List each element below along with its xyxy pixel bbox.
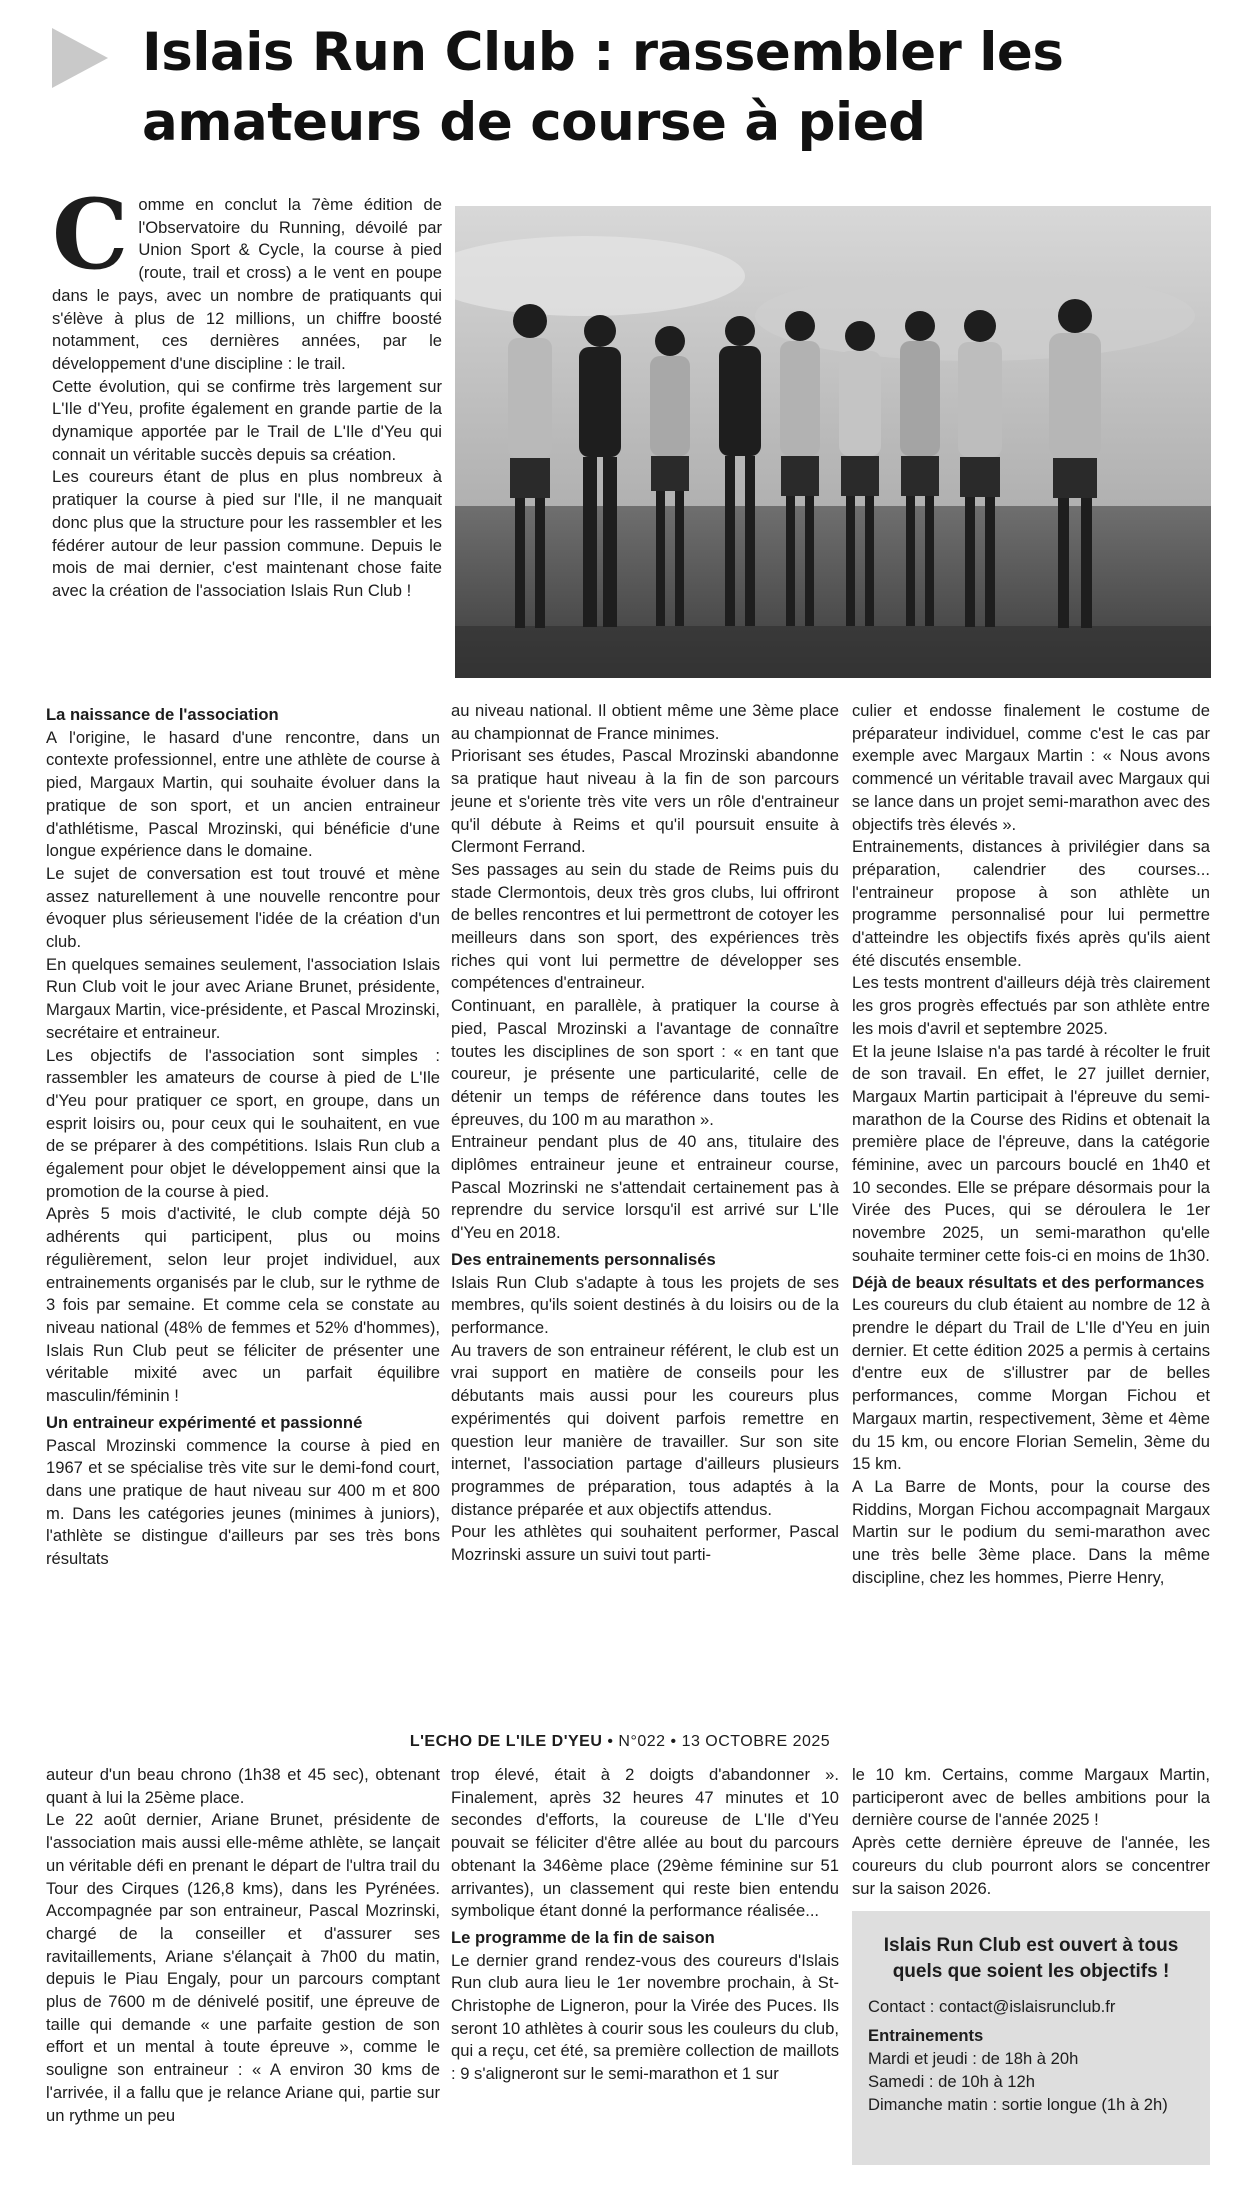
schedule-line-2: Samedi : de 10h à 12h [868, 2072, 1035, 2091]
column-3 [852, 700, 1210, 1589]
paragraph: Le sujet de conversation est tout trouvé et mène assez naturellement à une nouvelle rencontre pour évoquer plus sérieusement l'idée de la création d'un club. [46, 863, 440, 952]
paragraph: Au travers de son entraineur référent, le club est un vrai support en matière de conseils pour les débutants mais aussi pour les coureurs plus expérimentés qui doivent parfois remettre en question leur manière de travailler. Sur son site internet, l'association partage d'ailleurs plusieurs programmes de préparation, tous adaptés à la distance préparée et aux objectifs attendus. [451, 1340, 839, 1519]
page2-column-2 [451, 1764, 839, 2086]
section-heading: La naissance de l'association [46, 705, 279, 724]
contact-line: Contact : contact@islaisrunclub.fr [868, 1997, 1116, 2016]
paragraph: Pascal Mrozinski commence la course à pied en 1967 et se spécialise très vite sur le demi-fond court, dans une pratique de haut niveau sur 400 m et 800 m. Dans les catégories jeunes (minimes à juniors), l'athlète se distingue d'ailleurs par ses très bons résultats [46, 1435, 440, 1569]
info-box-title: Islais Run Club est ouvert à tous quels que soient les objectifs ! [883, 1935, 1179, 1982]
paragraph: Les coureurs du club étaient au nombre de 12 à prendre le départ du Trail de L'Ile d'Yeu en juin dernier. Et cette édition 2025 a permis à certains d'entre eux de s'illustrer par de belles performances, comme Morgan Fichou et Margaux martin, respectivement, 3ème et 4ème du 15 km, ou encore Florian Semelin, 3ème du 15 km. [852, 1295, 1210, 1474]
section-heading: Un entraineur expérimenté et passionné [46, 1412, 363, 1432]
paragraph: Le dernier grand rendez-vous des coureurs d'Islais Run club aura lieu le 1er novembre prochain, à St-Christophe de Ligneron, pour la Virée des Puces. Ils seront 10 athlètes à courir sous les couleurs du club, qui a reçu, cet été, sa première collection de maillots : 9 s'aligneront sur le semi-marathon et 1 sur [451, 1950, 839, 2084]
page-footer: L'ECHO DE L'ILE D'YEU • N°022 • 13 OCTOBRE 2025 [409, 1733, 831, 1750]
paragraph: omme en conclut la 7ème édition de l'Observatoire du Running, dévoilé par Union Sport & Cycle, la course à pied (route, trail et cross) a le vent en poupe dans le pays, avec un nombre de pratiquants qui s'élève à plus de 12 millions, un chiffre boosté notamment, ces dernières années, par le développement d'une discipline : le trail. [52, 195, 442, 373]
schedule-line-3: Dimanche matin : sortie longue (1h à 2h) [868, 2095, 1168, 2114]
section-heading: Déjà de beaux résultats et des performances [852, 1272, 1205, 1292]
paragraph: Après 5 mois d'activité, le club compte déjà 50 adhérents qui participent, plus ou moins régulièrement, selon leur projet individuel, aux entrainements organisés par le club, sur le rythme de 3 fois par semaine. Et comme cela se constate au niveau national (48% de femmes et 52% d'hommes), Islais Run Club peut se féliciter de présenter une véritable mixité avec un parfait équilibre masculin/féminin ! [46, 1204, 440, 1406]
section-heading: Le programme de la fin de saison [451, 1927, 715, 1947]
column-1 [46, 700, 440, 1571]
paragraph: Les tests montrent d'ailleurs déjà très clairement les gros progrès effectués par son athlète entre les mois d'avril et septembre 2025. [852, 973, 1210, 1038]
paragraph: Entrainements, distances à privilégier dans sa préparation, calendrier des courses... l'entraineur propose à son athlète un programme personnalisé pour lui permettre d'atteindre les objectifs fixés après qu'ils aient été discutés ensemble. [852, 837, 1210, 970]
paragraph: Pour les athlètes qui souhaitent performer, Pascal Mozrinski assure un suivi tout parti- [451, 1522, 839, 1565]
page2-column-1 [46, 1764, 440, 2127]
paragraph: En quelques semaines seulement, l'association Islais Run Club voit le jour avec Ariane Brunet, présidente, Margaux Martin, vice-présidente, et Pascal Mrozinski, secrétaire et entraineur. [46, 954, 440, 1042]
paragraph: Continuant, en parallèle, à pratiquer la course à pied, Pascal Mrozinski a l'avantage de connaître toutes les disciplines de son sport : « en tant que coureur, je présente une particularité, celle de détenir un temps de référence dans toutes les épreuves, du 100 m au marathon ». [451, 996, 839, 1129]
paragraph: Après cette dernière épreuve de l'année, les coureurs du club pourront alors se concentrer sur la saison 2026. [852, 1833, 1210, 1898]
runners-group-photo [455, 206, 1211, 678]
intro-column [52, 178, 442, 603]
paragraph: le 10 km. Certains, comme Margaux Martin, participeront avec de belles ambitions pour la dernière course de l'année 2025 ! [852, 1765, 1210, 1830]
paragraph: Islais Run Club s'adapte à tous les projets de ses membres, qu'ils soient destinés à du loisirs ou de la performance. [451, 1272, 839, 1337]
club-info-box [852, 1911, 1210, 2165]
paragraph: Le 22 août dernier, Ariane Brunet, présidente de l'association mais aussi elle-même athlète, se lançait un véritable défi en prenant le départ de l'ultra trail du Tour des Cirques (126,8 kms), dans les Pyrénées. Accompagnée par son entraineur, Pascal Mozrinski, chargé de la conseiller et d'assurer ses ravitaillements, Ariane s'élançait à 7h00 du matin, depuis le Piau Engaly, pour un parcours comptant plus de 7600 m de dénivelé positif, une épreuve de taille qui demande « une parfaite gestion de son effort et un mental à toute épreuve », comme le souligne son entraineur : « A environ 30 kms de l'arrivée, il a fallu que je relance Ariane qui, partie sur un rythme un peu [46, 1810, 440, 2125]
paragraph: Cette évolution, qui se confirme très largement sur L'Ile d'Yeu, profite également en grande partie de la dynamique apportée par le Trail de L'Ile d'Yeu qui connait un véritable succès depuis sa création. [52, 376, 442, 464]
paragraph: Ses passages au sein du stade de Reims puis du stade Clermontois, deux très gros clubs, lui offriront de belles rencontres et lui permettront de cotoyer les meilleurs dans son sport, des expériences très riches qui vont lui permettre de développer ses compétences d'entraineur. [451, 859, 839, 993]
group-photo [455, 206, 1211, 678]
paragraph: A l'origine, le hasard d'une rencontre, dans un contexte professionnel, entre une athlète de course à pied, Margaux Martin, qui souhaite évoluer dans la pratique de son sport, et un ancien entraineur d'athlétisme, Pascal Mrozinski, qui bénéficie d'une longue expérience dans le domaine. [46, 727, 440, 861]
paragraph: culier et endosse finalement le costume de préparateur individuel, comme c'est le cas par exemple avec Margaux Martin : « Nous avons commencé un véritable travail avec Margaux qui se lance dans un projet semi-marathon avec des objectifs très élevés ». [852, 701, 1210, 834]
paragraph: au niveau national. Il obtient même une 3ème place au championnat de France minimes. [451, 701, 839, 743]
training-heading: Entrainements [868, 2026, 984, 2045]
column-2 [451, 700, 839, 1567]
paragraph: trop élevé, était à 2 doigts d'abandonner ». Finalement, après 32 heures 47 minutes et 10 secondes d'efforts, la coureuse de L'Ile d'Yeu pouvait se féliciter d'être allée au bout du parcours obtenant la 346ème place (29ème féminine sur 51 arrivantes), un classement qui reste bien entendu symbolique étant donné la performance réalisée... [451, 1765, 839, 1921]
paragraph: Et la jeune Islaise n'a pas tardé à récolter le fruit de son travail. En effet, le 27 juillet dernier, Margaux Martin participait à l'épreuve du semi-marathon de la Course des Ridins et obtenait la première place de l'épreuve, dans la catégorie féminine, avec un parcours bouclé en 1h40 et 10 secondes. Elle se prépare désormais pour la Virée des Puces, qui se déroulera le 1er novembre 2025, un semi-marathon qu'elle souhaite terminer cette fois-ci en moins de 1h30. [852, 1041, 1210, 1265]
schedule-line-1: Mardi et jeudi : de 18h à 20h [868, 2049, 1079, 2068]
paragraph: Priorisant ses études, Pascal Mrozinski abandonne sa pratique haut niveau à la fin de son parcours jeune et s'oriente très vite vers un rôle d'entraineur qu'il débute à Reims et qu'il poursuit ensuite à Clermont Ferrand. [451, 746, 839, 857]
page2-column-3 [852, 1764, 1210, 1900]
article-title: Islais Run Club : rassembler les amateurs de course à pied [142, 22, 1064, 153]
paragraph: Les coureurs étant de plus en plus nombreux à pratiquer la course à pied sur l'Ile, il ne manquait donc plus que la structure pour les rassembler et les fédérer autour de leur passion commune. Depuis le mois de mai dernier, c'est maintenant chose faite avec la création de l'association Islais Run Club ! [52, 467, 442, 600]
paragraph: A La Barre de Monts, pour la course des Riddins, Morgan Fichou accompagnait Margaux Martin sur le podium du semi-marathon avec une très belle 3ème place. Dans la même discipline, chez les hommes, Pierre Henry, [852, 1476, 1210, 1587]
drop-cap: C [52, 178, 129, 291]
paragraph: Les objectifs de l'association sont simples : rassembler les amateurs de course à pied de L'Ile d'Yeu pour pratiquer ce sport, en groupe, dans un esprit loisirs ou, pour ceux qui le souhaitent, en vue de se préparer à des compétitions. Islais Run club a également pour objet le développement ainsi que la promotion de la course à pied. [46, 1045, 440, 1201]
issue-number: N°022 [618, 1733, 666, 1750]
paragraph: Entraineur pendant plus de 40 ans, titulaire des diplômes entraineur jeune et entraineur course, Pascal Mozrinski ne s'attendait certainement pas à reprendre du service lorsqu'il est arrivé sur L'Ile d'Yeu en 2018. [451, 1132, 839, 1243]
title-arrow-icon [52, 28, 108, 88]
issue-date: 13 OCTOBRE 2025 [681, 1733, 831, 1750]
paragraph: auteur d'un beau chrono (1h38 et 45 sec), obtenant quant à lui la 25ème place. [46, 1765, 440, 1807]
publication-name: L'ECHO DE L'ILE D'YEU [409, 1733, 603, 1750]
section-heading: Des entrainements personnalisés [451, 1249, 716, 1269]
